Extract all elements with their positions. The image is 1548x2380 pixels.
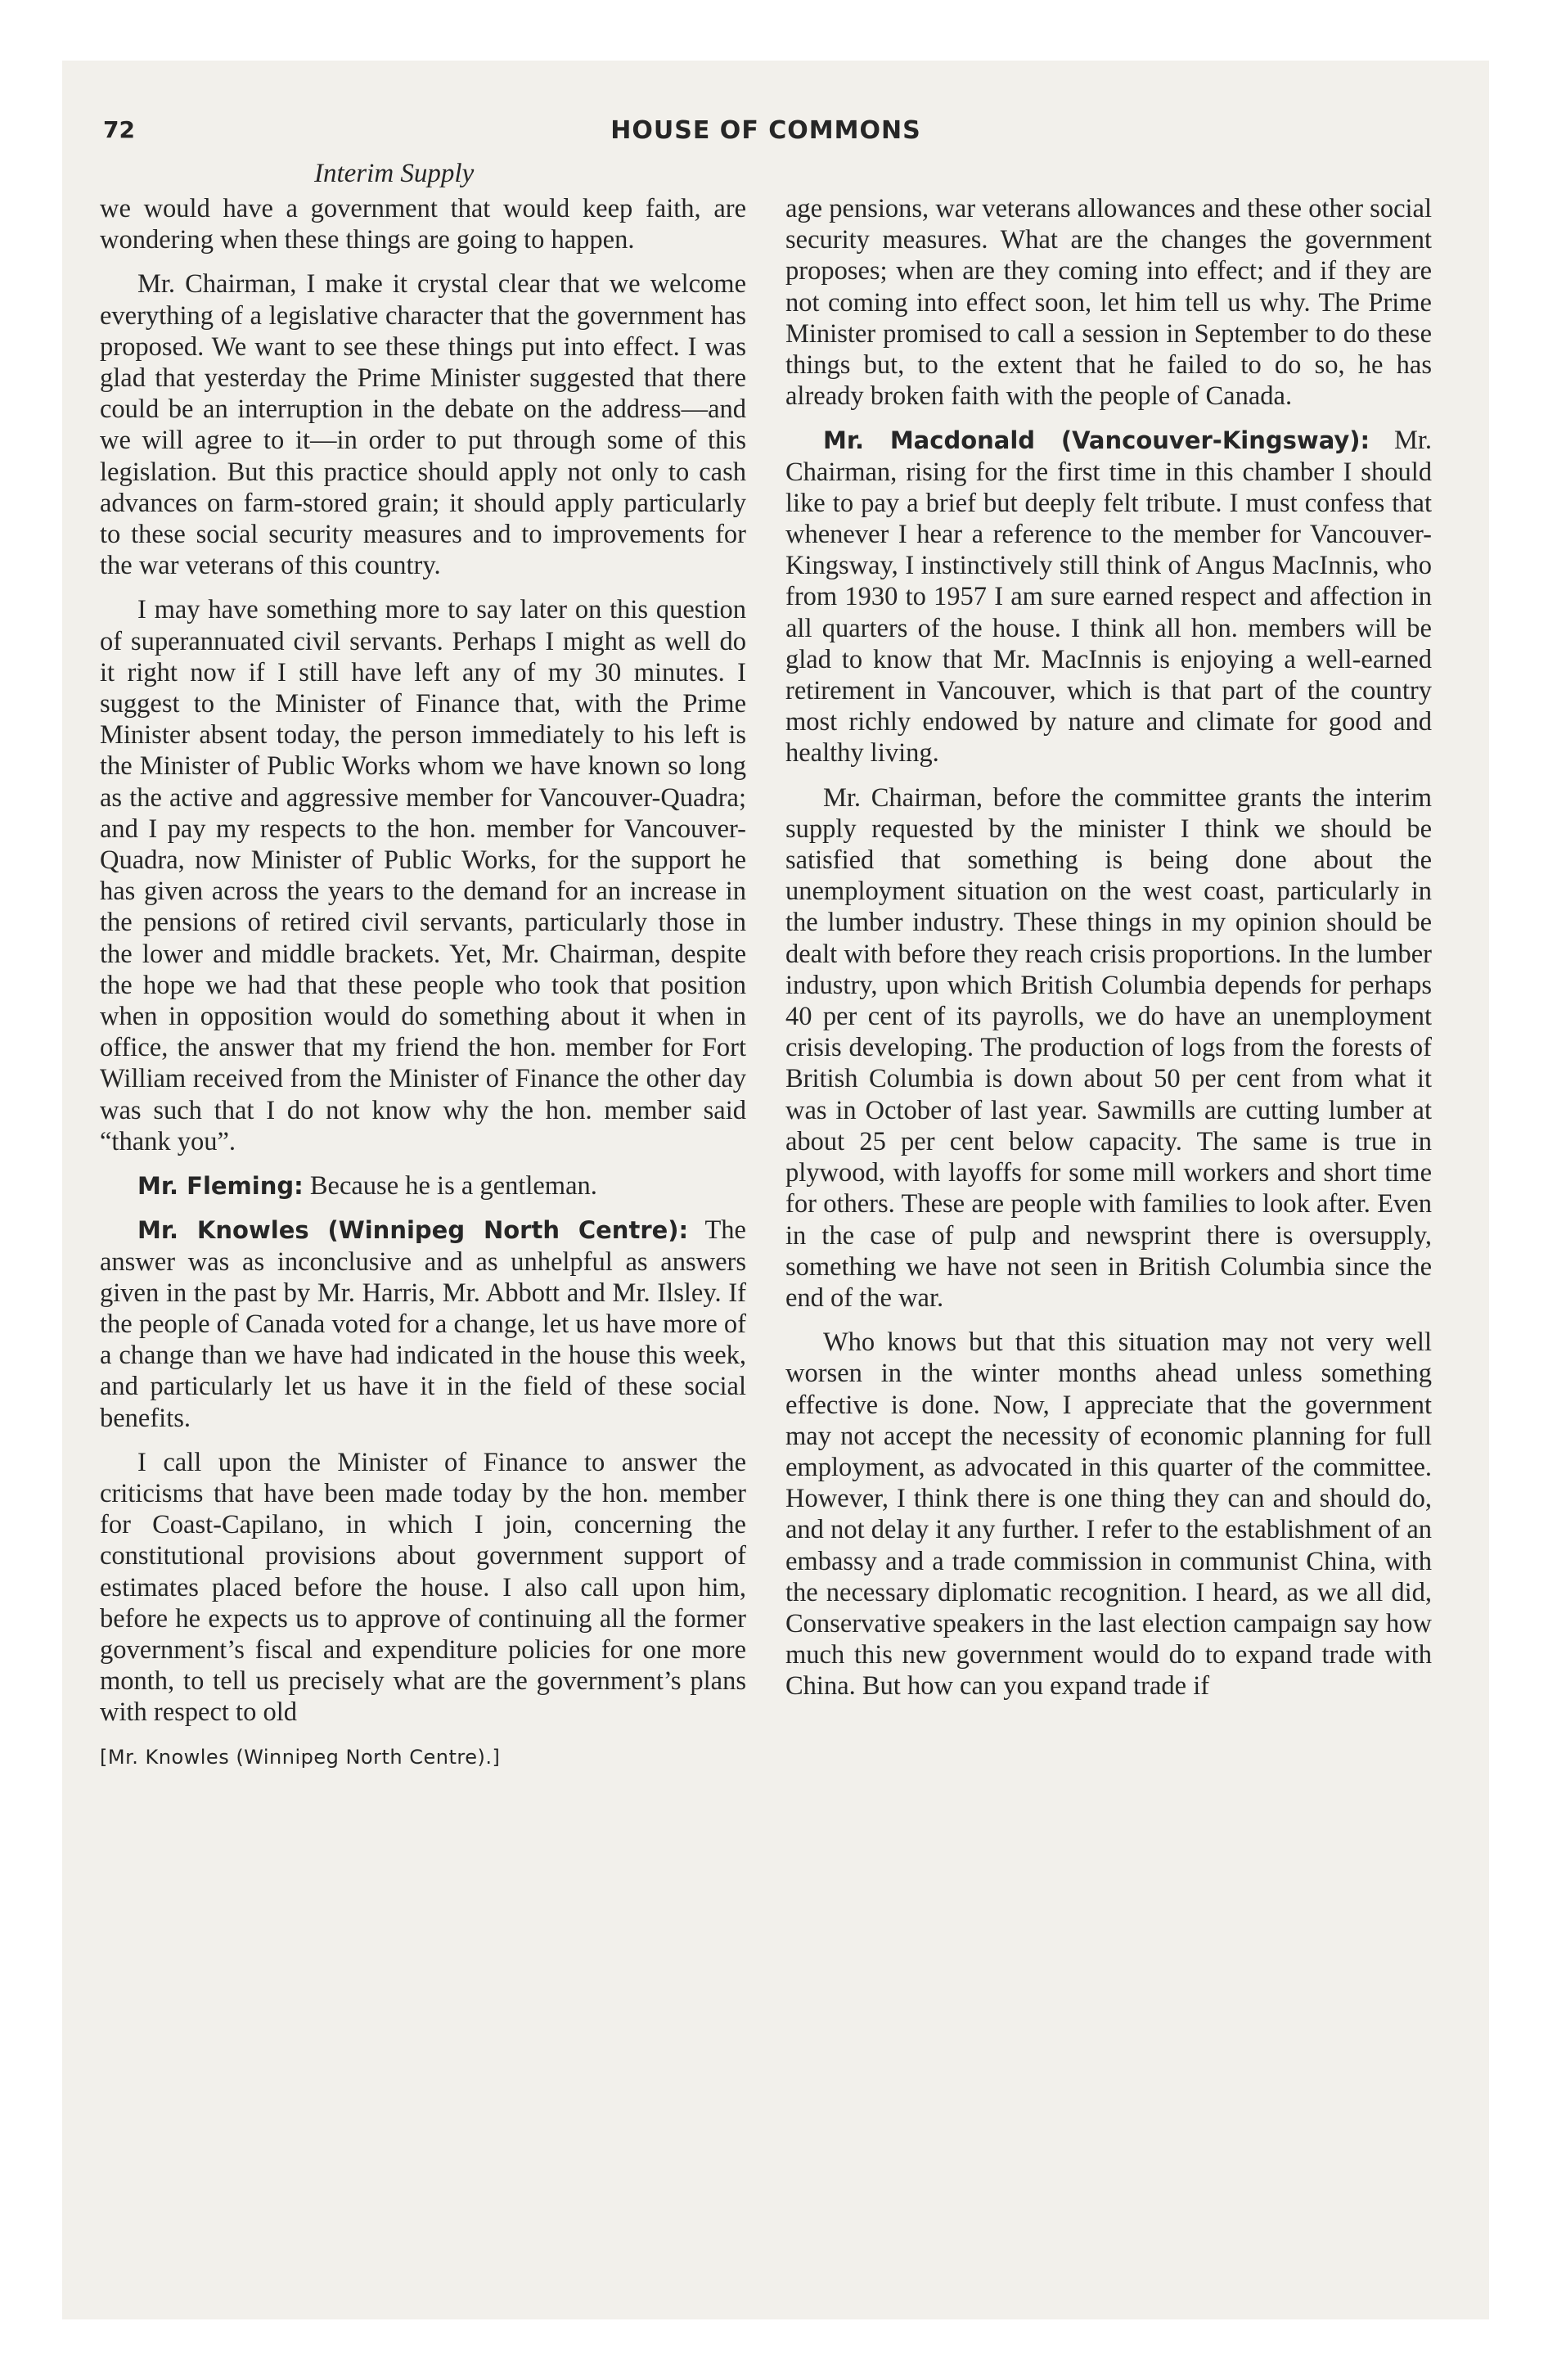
speech-text: The answer was as inconclusive and as unhelpful as answers given in the past by Mr. Harris, Mr. Abbott and Mr. Ilsley. If the people of Canada voted for a change, let us have more of a change than we have had indicated in the house this week, and particularly let us have it in the field of these social benefits. (100, 1215, 746, 1433)
speaker-name: Mr. Fleming: (137, 1172, 304, 1201)
paragraph: we would have a government that would keep faith, are wondering when these things are going to happen. (100, 194, 746, 255)
paragraph: I call upon the Minister of Finance to answer the criticisms that have been made today by the hon. member for Coast-Capilano, in which I join, concerning the constitutional provisions about government support of estimates placed before the house. I also call upon him, before he expects us to approve of continuing all the former government’s fiscal and expenditure policies for one more month, to tell us precisely what are the government’s plans with respect to old (100, 1447, 746, 1728)
paragraph: age pensions, war veterans allowances and these other social security measures. What are the changes the government proposes; when are they coming into effect; and if they are not coming into effect soon, let him tell us why. The Prime Minister promised to call a session in September to do these things but, to the extent that he failed to do so, he has already broken faith with the people of Canada. (785, 194, 1432, 412)
speech-paragraph (100, 1170, 746, 1201)
section-title: Interim Supply (314, 159, 475, 188)
left-column (100, 193, 746, 1773)
speech-paragraph (100, 1215, 746, 1433)
right-column (785, 193, 1432, 1773)
page-number: 72 (103, 116, 135, 143)
speaker-footnote: [Mr. Knowles (Winnipeg North Centre).] (100, 1745, 501, 1769)
speech-paragraph (785, 425, 1432, 769)
page-content (100, 116, 1432, 1773)
text-columns (100, 193, 1432, 1773)
paragraph: Mr. Chairman, I make it crystal clear that we welcome everything of a legislative character that the government has proposed. We want to see these things put into effect. I was glad that yesterday the Prime Minister suggested that there could be an interruption in the debate on the address—and we will agree to it—in order to put through some of this legislation. But this practice should apply not only to cash advances on farm-stored grain; it should apply particularly to these social security measures and to improvements for the war veterans of this country. (100, 269, 746, 581)
speaker-name: Mr. Macdonald (Vancouver-Kingsway): (823, 426, 1370, 455)
page-header (100, 116, 1432, 149)
paragraph: I may have something more to say later on this question of superannuated civil servants. Perhaps I might as well do it right now if I still have left any of my 30 minutes. I suggest to the Minister of Finance that, with the Prime Minister absent today, the person immediately to his left is the Minister of Public Works whom we have known so long as the active and aggressive member for Vancouver-Quadra; and I pay my respects to the hon. member for Vancouver-Quadra, now Minister of Public Works, for the support he has given across the years to the demand for an increase in the pensions of retired civil servants, particularly those in the lower and middle brackets. Yet, Mr. Chairman, despite the hope we had that these people who took that position when in opposition would do something about it when in office, the answer that my friend the hon. member for Fort William received from the Minister of Finance the other day was such that I do not know why the hon. member said “thank you”. (100, 595, 746, 1156)
speech-text: Because he is a gentleman. (303, 1171, 597, 1201)
speech-text: Mr. Chairman, rising for the first time in this chamber I should like to pay a brief but deeply felt tribute. I must confess that whenever I hear a reference to the member for Vancouver-Kingsway, I instinctively still think of Angus MacInnis, who from 1930 to 1957 I am sure earned respect and affection in all quarters of the house. I think all hon. members will be glad to know that Mr. MacInnis is enjoying a well-earned retirement in Vancouver, which is that part of the country most richly endowed by nature and climate for good and healthy living. (785, 426, 1432, 769)
paragraph: Who knows but that this situation may not very well worsen in the winter months ahead unless something effective is done. Now, I appreciate that the government may not accept the necessity of economic planning for full employment, as advocated in this quarter of the committee. However, I think there is one thing they can and should do, and not delay it any further. I refer to the establishment of an embassy and a trade commission in communist China, with the necessary diplomatic recognition. I heard, as we all did, Conservative speakers in the last election campaign say how much this new government would do to expand trade with China. But how can you expand trade if (785, 1327, 1432, 1702)
running-title: HOUSE OF COMMONS (610, 116, 921, 145)
paragraph: Mr. Chairman, before the committee grants the interim supply requested by the minister I think we should be satisfied that something is being done about the unemployment situation on the west coast, particularly in the lumber industry. These things in my opinion should be dealt with before they reach crisis proportions. In the lumber industry, upon which British Columbia depends for perhaps 40 per cent of its payrolls, we do have an unemployment crisis developing. The production of logs from the forests of British Columbia is down about 50 per cent from what it was in October of last year. Sawmills are cutting lumber at about 25 per cent below capacity. The same is true in plywood, with layoffs for some mill workers and short time for others. These are people with families to look after. Even in the case of pulp and newsprint there is oversupply, something we have not seen in British Columbia since the end of the war. (785, 782, 1432, 1313)
speaker-name: Mr. Knowles (Winnipeg North Centre): (137, 1216, 689, 1245)
